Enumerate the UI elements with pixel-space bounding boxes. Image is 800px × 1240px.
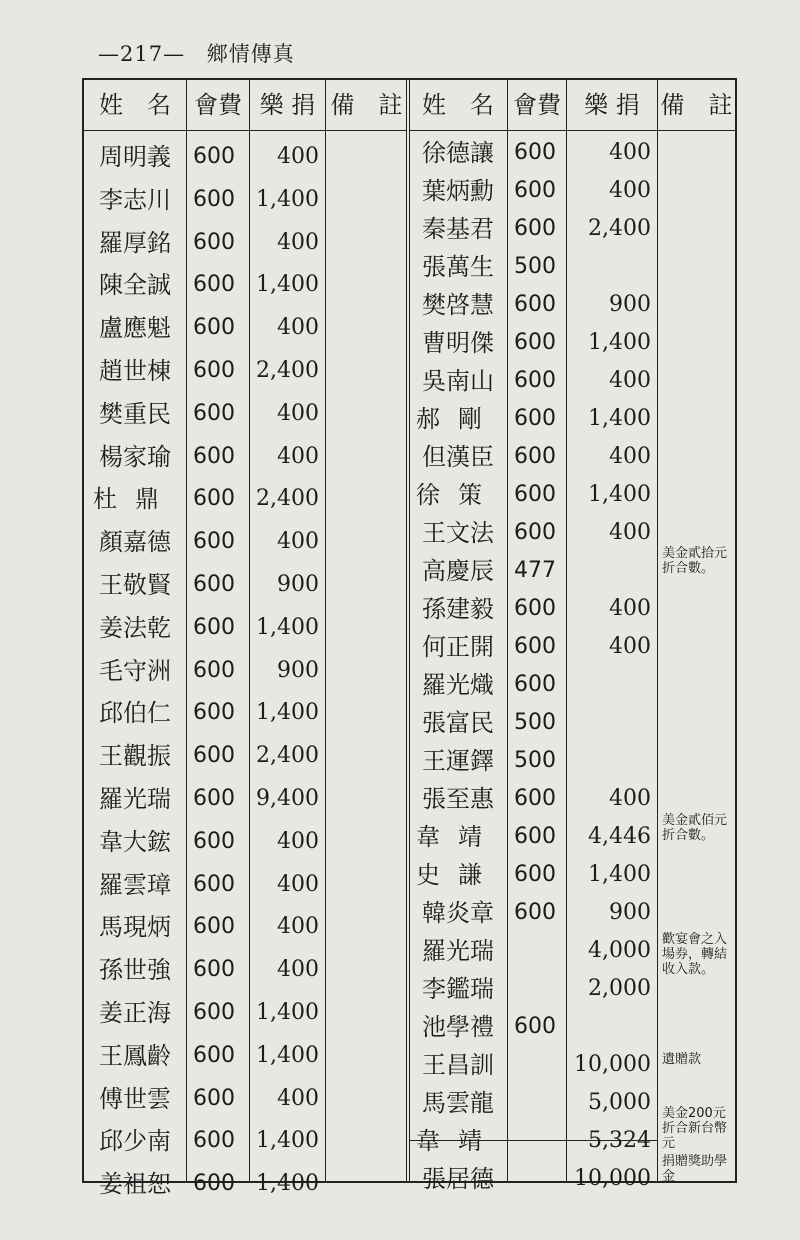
membership-fee: 600 [514,482,556,507]
member-name: 徐策 [416,481,500,509]
membership-fee: 600 [193,1171,235,1197]
donation-amount: 1,400 [256,614,319,640]
table-row [409,1006,735,1048]
membership-fee: 600 [514,178,556,203]
membership-fee: 600 [193,828,235,854]
remark-wei-1: 美金貳佰元折合數。 [662,813,728,843]
table-row [84,949,407,991]
donation-amount: 1,400 [256,272,319,298]
table-row [84,1078,407,1120]
donation-amount: 2,400 [256,486,319,512]
member-name: 李志川 [99,185,171,214]
donation-amount: 10,000 [574,1166,651,1191]
membership-fee: 600 [193,144,235,169]
table-row [84,735,407,777]
donation-amount: 400 [277,914,319,940]
col-header-remarks: 備 註 [330,91,403,119]
membership-fee: 600 [193,1000,235,1025]
member-name: 羅光瑞 [422,937,494,965]
member-name: 張至惠 [422,785,494,813]
donation-amount: 1,400 [256,1000,319,1025]
remark-scholarship: 捐贈獎助學金 [662,1154,728,1184]
table-row [409,246,735,288]
donation-amount: 400 [277,229,319,255]
table-row [84,222,407,264]
member-name: 羅雲璋 [99,870,171,899]
table-row [84,350,407,392]
member-name: 王觀振 [99,742,171,771]
member-name: 孫建毅 [422,595,494,623]
membership-fee: 600 [193,186,235,212]
table-row [84,307,407,349]
member-name: 姜法乾 [99,613,171,642]
table-row [409,854,735,896]
donation-table [82,78,737,1199]
membership-fee: 600 [193,1085,235,1111]
member-name: 徐德讓 [422,139,494,167]
member-name: 趙世棟 [99,357,171,385]
right-header-row [409,80,735,131]
table-row [409,664,735,706]
donation-amount: 400 [277,828,319,854]
member-name: 姜正海 [99,999,171,1027]
donation-amount: 400 [277,443,319,469]
member-name: 王文法 [422,519,494,547]
member-name: 羅厚銘 [99,228,171,257]
membership-fee: 600 [193,572,235,597]
member-name: 葉炳勳 [422,177,494,205]
member-name: 傅世雲 [99,1084,171,1113]
member-name: 邱伯仁 [99,699,171,728]
member-name: 孫世強 [99,956,171,985]
donation-amount: 4,446 [588,824,651,849]
membership-fee: 600 [193,786,235,811]
membership-fee: 600 [514,368,556,393]
member-name: 秦基君 [422,215,494,243]
table-row [409,132,735,174]
donation-amount: 400 [277,144,319,169]
membership-fee: 600 [193,1042,235,1068]
member-name: 高慶辰 [422,557,494,585]
membership-fee: 600 [193,1128,235,1154]
table-row [84,607,407,649]
col-header-remarks: 備 註 [660,91,733,119]
table-row [84,778,407,820]
table-row [84,821,407,863]
donation-amount: 400 [609,634,651,659]
membership-fee: 600 [514,596,556,621]
membership-fee: 600 [514,216,556,241]
member-name: 吳南山 [422,367,494,395]
membership-fee: 600 [193,871,235,897]
donation-amount: 10,000 [574,1052,651,1077]
donation-amount: 4,000 [588,938,651,963]
left-header-row [84,80,407,131]
table-row [409,208,735,250]
publication-title: 鄉情傳真 [206,42,295,66]
member-name: 顏嘉德 [99,528,171,557]
membership-fee [508,968,566,1010]
membership-fee: 600 [193,914,235,940]
donation-amount: 400 [277,315,319,341]
table-row [84,650,407,692]
table-row [84,564,407,606]
membership-fee: 600 [514,634,556,659]
membership-fee: 600 [193,443,235,469]
member-name: 史謙 [416,861,500,889]
table-row [84,136,407,178]
remark-gao: 美金貳拾元折合數。 [662,546,728,576]
donation-amount: 400 [277,1085,319,1111]
member-name: 王敬賢 [99,571,171,599]
donation-amount [567,1006,657,1048]
member-name: 李鑑瑞 [422,975,494,1003]
table-row [409,892,735,934]
membership-fee: 600 [514,330,556,355]
donation-amount: 1,400 [588,406,651,431]
table-row [409,322,735,364]
membership-fee: 600 [514,1014,556,1039]
member-name: 杜鼎 [93,485,177,514]
donation-amount: 400 [609,140,651,165]
membership-fee: 600 [193,358,235,383]
member-name: 韋靖 [416,1127,500,1155]
donation-amount: 400 [609,786,651,811]
member-name: 張富民 [422,709,494,737]
membership-fee: 600 [514,140,556,165]
membership-fee: 600 [193,657,235,683]
membership-fee: 600 [193,743,235,769]
member-name: 周明義 [99,143,171,171]
right-half [409,80,735,1193]
table-row [409,740,735,782]
donation-amount: 1,400 [256,1128,319,1154]
membership-fee: 600 [193,229,235,255]
donation-amount: 400 [277,529,319,555]
donation-amount: 2,400 [588,216,651,241]
donation-amount: 1,400 [256,1042,319,1068]
table-row [84,393,407,435]
table-row [409,398,735,440]
member-name: 王運鐸 [422,747,494,775]
donation-amount: 1,400 [588,482,651,507]
membership-fee [508,1158,566,1200]
donation-amount [567,702,657,744]
member-name: 王昌訓 [422,1051,494,1079]
table-row [409,360,735,402]
member-name: 郝剛 [416,405,500,433]
col-header-name: 姓 名 [99,91,171,119]
donation-amount: 2,000 [588,976,651,1001]
membership-fee: 600 [193,486,235,512]
member-name: 陳全誠 [99,271,171,300]
table-row [409,474,735,516]
table-row [84,992,407,1034]
donation-amount: 1,400 [588,862,651,887]
donation-amount: 400 [609,178,651,203]
member-name: 樊啓慧 [422,291,494,319]
member-name: 何正開 [422,633,494,661]
member-name: 馬現炳 [99,913,171,942]
donation-amount: 400 [609,596,651,621]
donation-amount: 5,324 [588,1128,651,1153]
membership-fee: 477 [514,558,556,583]
membership-fee [508,1082,566,1124]
member-name: 羅光熾 [422,671,494,699]
membership-fee: 600 [193,315,235,341]
donation-amount: 900 [277,657,319,683]
table-row [84,1035,407,1077]
table-row [409,436,735,478]
membership-fee: 600 [193,400,235,426]
col-header-fee: 會費 [194,91,242,119]
donation-amount [567,246,657,288]
left-half [84,80,407,1199]
donation-amount: 2,400 [256,743,319,769]
donation-amount: 900 [609,900,651,925]
left-rows [84,132,407,1199]
col-header-donation: 樂 捐 [259,91,316,119]
donation-amount: 400 [609,368,651,393]
membership-fee: 600 [514,672,556,697]
member-name: 王鳳齡 [99,1041,171,1070]
col-header-name: 姓 名 [422,91,494,119]
membership-fee: 600 [514,824,556,849]
donation-amount: 400 [277,871,319,897]
table-row [84,1120,407,1162]
member-name: 池學禮 [422,1013,494,1041]
table-row [84,1163,407,1205]
member-name: 邱少南 [99,1127,171,1156]
membership-fee: 600 [514,900,556,925]
membership-fee: 600 [514,292,556,317]
member-name: 毛守洲 [99,656,171,685]
donation-amount: 900 [609,292,651,317]
membership-fee: 600 [193,529,235,555]
membership-fee: 600 [193,957,235,983]
membership-fee: 600 [193,700,235,726]
member-name: 姜祖恕 [99,1170,171,1199]
table-row [84,436,407,478]
member-name: 韋靖 [416,823,500,851]
table-row [84,692,407,734]
member-name: 韋大鋐 [99,827,171,856]
table-row [84,179,407,221]
table-row [84,264,407,306]
table-row [84,906,407,948]
donation-amount: 5,000 [588,1090,651,1115]
table-row [84,864,407,906]
right-rows [409,132,735,1193]
table-row [409,170,735,212]
table-row [409,588,735,630]
member-name: 樊重民 [99,399,171,428]
donation-amount: 400 [277,957,319,983]
donation-amount: 1,400 [256,186,319,212]
donation-amount: 400 [609,520,651,545]
membership-fee: 600 [193,272,235,298]
member-name: 楊家瑜 [99,442,171,471]
membership-fee: 600 [514,862,556,887]
member-name: 盧應魁 [99,314,171,343]
membership-fee: 600 [514,406,556,431]
page-header [98,38,295,68]
membership-fee [508,1120,566,1162]
donation-amount: 1,400 [256,700,319,726]
donation-amount: 900 [277,572,319,597]
page-number: —217— [98,42,186,66]
remark-wei-2: 美金200元折合新台幣元 [662,1106,728,1151]
table-row [409,626,735,668]
donation-amount [567,664,657,706]
membership-fee: 600 [514,786,556,811]
member-name: 曹明傑 [422,329,494,357]
membership-fee [508,930,566,972]
membership-fee: 600 [514,520,556,545]
remark-banquet: 歡宴會之入場券，轉結收入款。 [662,932,728,977]
donation-amount: 400 [277,400,319,426]
membership-fee: 500 [514,710,556,735]
member-name: 但漢臣 [422,443,494,471]
member-name: 韓炎章 [422,899,494,927]
donation-amount: 1,400 [588,330,651,355]
donation-amount: 1,400 [256,1171,319,1197]
remark-bequest: 遺贈款 [662,1052,702,1067]
table-row [84,521,407,563]
membership-fee: 500 [514,254,556,279]
membership-fee: 600 [193,614,235,640]
member-name: 羅光瑞 [99,785,171,813]
member-name: 張居德 [422,1165,494,1193]
donation-amount [567,550,657,592]
table-row [409,702,735,744]
table-row [84,478,407,520]
donation-amount: 2,400 [256,358,319,383]
donation-amount: 400 [609,444,651,469]
member-name: 張萬生 [422,253,494,281]
membership-fee [508,1044,566,1086]
member-name: 馬雲龍 [422,1089,494,1117]
donation-amount [567,740,657,782]
table-row [409,284,735,326]
donation-amount: 9,400 [256,786,319,811]
col-header-fee: 會費 [513,91,561,119]
col-header-donation: 樂 捐 [584,91,640,119]
membership-fee: 500 [514,748,556,773]
membership-fee: 600 [514,444,556,469]
